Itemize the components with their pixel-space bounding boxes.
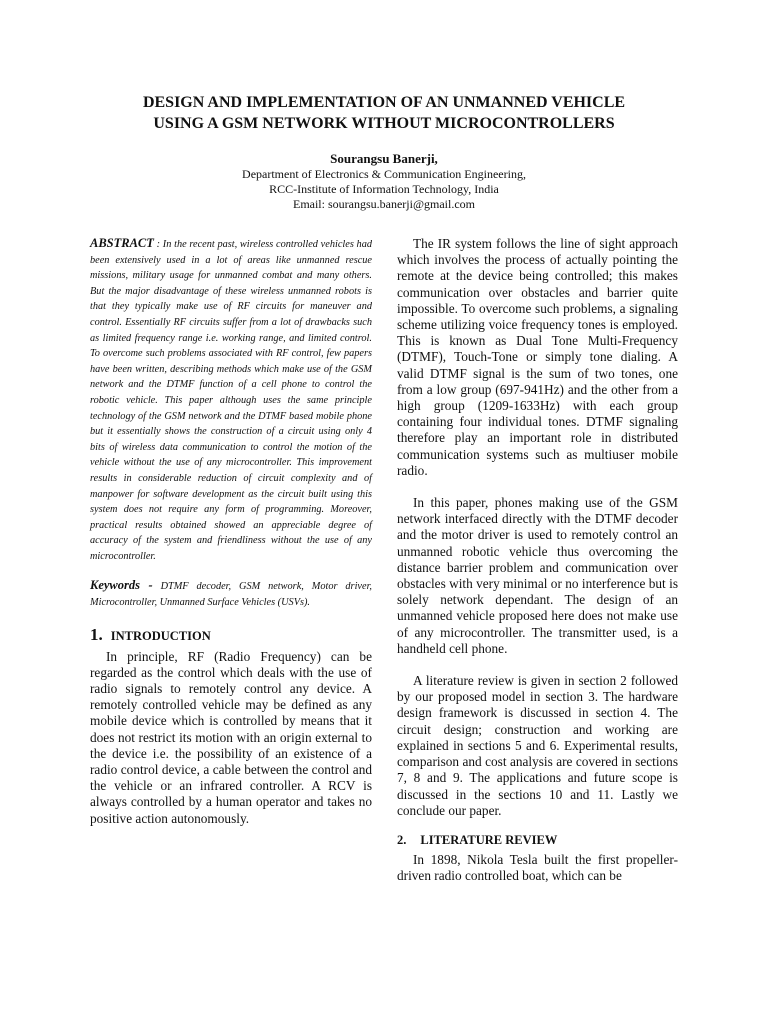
section-number: 1. [90,624,103,644]
author-name: Sourangsu Banerji, [330,151,438,166]
affiliation-department: Department of Electronics & Communication Engineering, [242,167,526,181]
abstract-heading: ABSTRACT [90,236,154,250]
body-paragraph-ir-system: The IR system follows the line of sight approach which involves the process of actually pointing the remote at the device being controlled; this makes communication over obstacles and barrier quite impossible. To overcome such problems, a signaling scheme utilizing voice frequency tones is employed. This is known as Dual Tone Multi-Frequency (DTMF), Touch-Tone or simply tone dialing. A valid DTMF signal is the sum of two tones, one from a low group (697-941Hz) and the other from a high group (1209-1633Hz) with each group containing four individual tones. DTMF signaling therefore play an important role in distributed communication systems such as multiuser mobile radio. [397,236,678,478]
keywords [90,578,372,610]
literature-review-paragraph: In 1898, Nikola Tesla built the first propeller-driven radio controlled boat, which can be [397,851,678,884]
author-block [60,150,708,212]
author-email: Email: sourangsu.banerji@gmail.com [292,197,475,211]
abstract [90,236,372,564]
left-column [90,236,372,827]
section-title: INTRODUCTION [110,628,211,643]
abstract-text: : In the recent past, wireless controlled vehicles had been extensively used in a lot of areas like unmanned rescue missions, military usage for unmanned combat and many others. But the major disadvantage of these wireless unmanned robots is that they typically make use of RF circuits for maneuver and control. Essentially RF circuits suffer from a lot of drawbacks such as limited frequency range i.e. working range, and limited control. To overcome such problems associated with RF control, few papers have been written, describing methods which make use of the GSM network and the DTMF function of a cell phone to control the robotic vehicle. This paper although uses the same principle technology of the GSM network and the DTMF based mobile phone but it essentially shows the construction of a circuit using only 4 bits of wireless data communication to control the motion of the vehicle without the use of any microcontroller. This improvement results in considerable reduction of circuit complexity and of manpower for software development as the circuit built using this system does not require any form of programming. Moreover, practical results obtained showed an appreciable degree of accuracy of the system and friendliness without the use of any microcontroller. [90,239,373,562]
paper-title [60,92,708,134]
introduction-paragraph: In principle, RF (Radio Frequency) can be regarded as the control which deals with the use of radio signals to remotely control any device. A remotely controlled vehicle may be defined as any mobile device which is controlled by means that it does not restrict its motion with an origin external to the device i.e. the possibility of an existence of a radio control device, a cable between the control and the vehicle or an infrared controller. A RCV is always controlled by a human operator and takes no positive action autonomously. [90,648,372,826]
section-title: LITERATURE REVIEW [420,832,558,847]
title-line-1: DESIGN AND IMPLEMENTATION OF AN UNMANNED VEHICLE [142,94,626,111]
affiliation-institute: RCC-Institute of Information Technology, India [269,182,499,196]
body-paragraph-outline: A literature review is given in section 2 followed by our proposed model in section 3. The hardware design framework is discussed in section 4. The circuit design; construction and working are explained in sections 5 and 6. Experimental results, comparison and cost analysis are covered in sections 7, 8 and 9. The applications and future scope is discussed in the sections 10 and 11. Lastly we conclude our paper. [397,673,678,818]
title-line-2: USING A GSM NETWORK WITHOUT MICROCONTROLLERS [153,115,615,132]
body-paragraph-gsm: In this paper, phones making use of the GSM network interfaced directly with the DTMF decoder and the motor driver is used to remotely control an unmanned robotic vehicle thus overcoming the distance barrier problem and communication over obstacles with very minimal or no interference but is solely network dependant. The design of an unmanned vehicle proposed here does not make use of any microcontroller. The transmitter used, is a handheld cell phone. [397,495,678,656]
section-heading-literature-review [397,833,678,848]
section-number: 2. [397,832,407,847]
keywords-heading: Keywords - [90,578,153,593]
keywords-text: DTMF decoder, GSM network, Motor driver, Microcontroller, Unmanned Surface Vehicles (USVs). [90,581,373,609]
right-column [397,236,678,884]
section-heading-introduction [90,625,372,645]
